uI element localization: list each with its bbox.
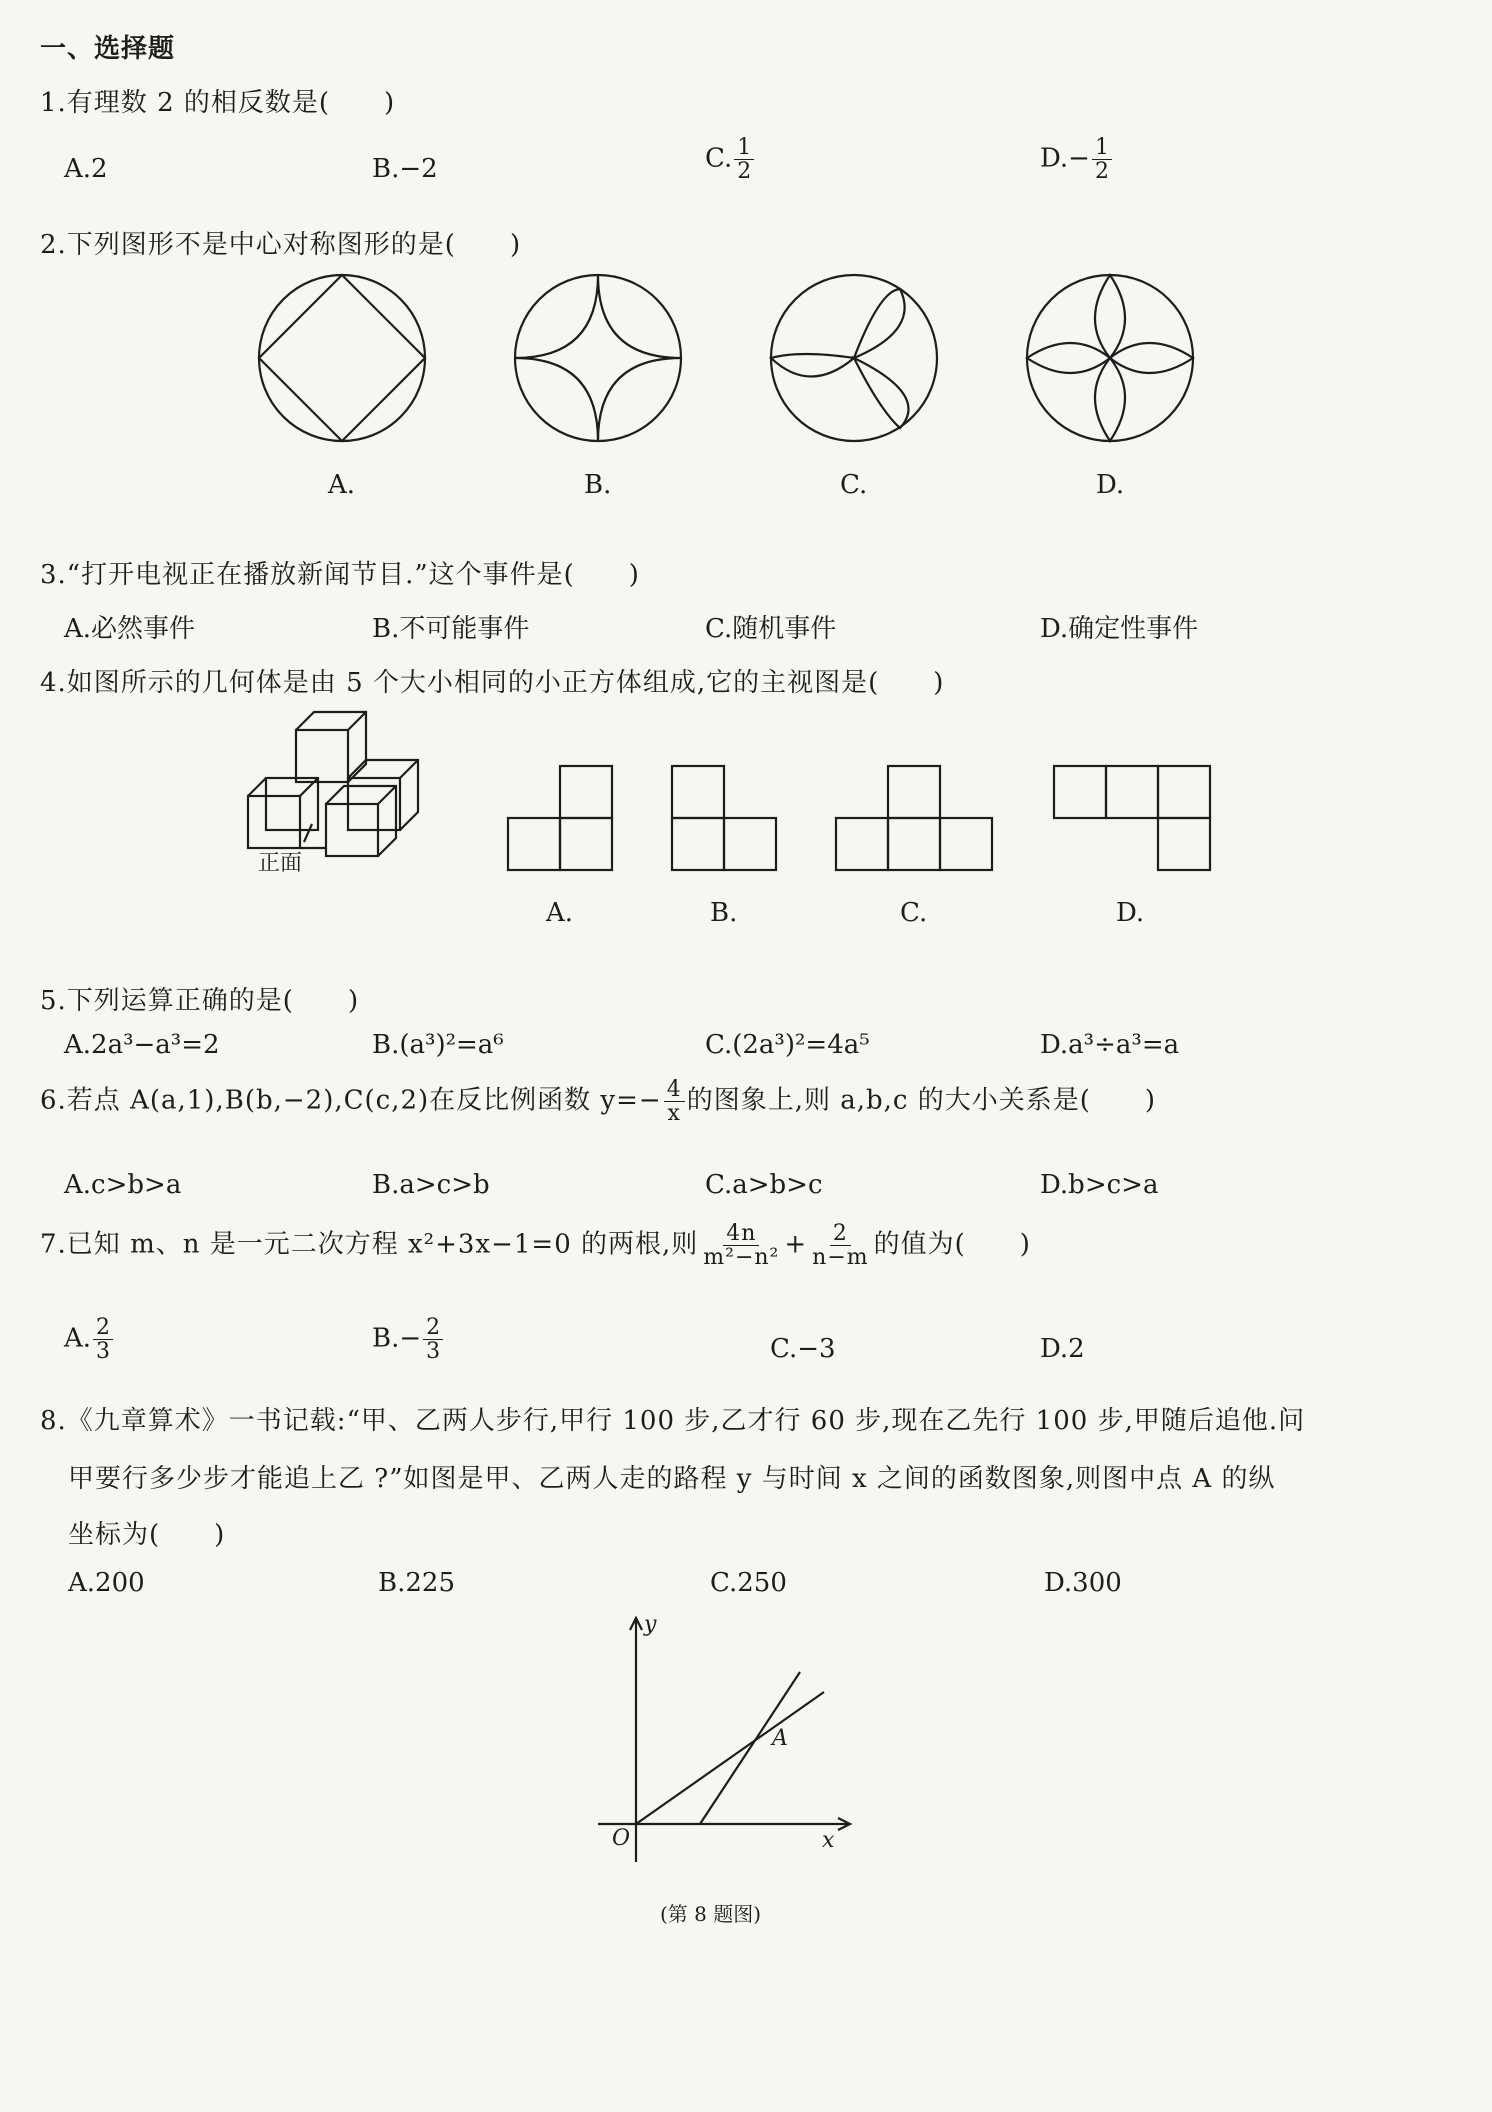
q6-option-a[interactable]: A.c>b>a — [64, 1170, 182, 1200]
q4-label-b[interactable]: B. — [710, 898, 738, 928]
q8-line-jia — [636, 1692, 824, 1824]
q1-c-num: 1 — [734, 136, 754, 160]
q7-f2-den: n−m — [812, 1245, 869, 1271]
q1-d-den: 2 — [1094, 159, 1109, 185]
q7-plus: + — [784, 1229, 808, 1260]
q5-option-b[interactable]: B.(a³)²=a⁶ — [372, 1030, 504, 1060]
q6-option-b[interactable]: B.a>c>b — [372, 1170, 490, 1200]
q1-option-c-prefix: C. — [705, 143, 733, 174]
section-title: 一、选择题 — [40, 34, 176, 64]
q8-line-1: 8.《九章算术》一书记载:“甲、乙两人步行,甲行 100 步,乙才行 60 步,现在乙先行 100 步,甲随后追他.问 — [40, 1406, 1306, 1436]
q5-option-a[interactable]: A.2a³−a³=2 — [64, 1030, 220, 1060]
q5-option-d[interactable]: D.a³÷a³=a — [1040, 1030, 1180, 1060]
q4-label-a[interactable]: A. — [546, 898, 574, 928]
q7-b-num: 2 — [423, 1316, 443, 1340]
q2-label-b[interactable]: B. — [584, 470, 612, 500]
q3-option-d[interactable]: D.确定性事件 — [1040, 614, 1199, 644]
q4-stem: 4.如图所示的几何体是由 5 个大小相同的小正方体组成,它的主视图是( ) — [40, 668, 945, 698]
q6-frac-den: x — [667, 1101, 681, 1127]
q8-point-a-label: A — [772, 1726, 788, 1751]
q8-axis-y-label: y — [644, 1612, 657, 1637]
q7-f1-num: 4n — [723, 1222, 759, 1246]
q8-option-a[interactable]: A.200 — [68, 1568, 145, 1598]
q7-f2-num: 2 — [830, 1222, 851, 1246]
q8-option-b[interactable]: B.225 — [378, 1568, 455, 1598]
q7-b-prefix: B.− — [372, 1323, 422, 1354]
q1-option-d-prefix: D.− — [1040, 143, 1090, 174]
q8-option-c[interactable]: C.250 — [710, 1568, 787, 1598]
q8-line-2: 甲要行多少步才能追上乙 ?”如图是甲、乙两人走的路程 y 与时间 x 之间的函数图象,则图中点 A 的纵 — [68, 1464, 1276, 1494]
q1-option-b[interactable]: B.−2 — [372, 154, 438, 184]
q8-option-d[interactable]: D.300 — [1044, 1568, 1122, 1598]
q1-d-num: 1 — [1092, 136, 1112, 160]
q1-c-den: 2 — [737, 159, 752, 185]
q3-option-b[interactable]: B.不可能事件 — [372, 614, 530, 644]
q2-label-c[interactable]: C. — [840, 470, 868, 500]
q7-a-prefix: A. — [64, 1323, 92, 1354]
q2-stem: 2.下列图形不是中心对称图形的是( ) — [40, 230, 522, 260]
q1-stem: 1.有理数 2 的相反数是( ) — [40, 88, 396, 118]
q3-option-c[interactable]: C.随机事件 — [705, 614, 837, 644]
q8-caption: (第 8 题图) — [660, 1902, 762, 1926]
q7-a-den: 3 — [96, 1339, 111, 1365]
q7-option-c[interactable]: C.−3 — [770, 1334, 836, 1364]
q5-stem: 5.下列运算正确的是( ) — [40, 986, 360, 1016]
q8-axis-x-label: x — [822, 1828, 835, 1853]
q1-option-a[interactable]: A.2 — [64, 154, 108, 184]
q7-f1-den: m²−n² — [703, 1245, 780, 1271]
q8-origin-label: O — [612, 1826, 631, 1851]
q5-option-c[interactable]: C.(2a³)²=4a⁵ — [705, 1030, 870, 1060]
q2-label-a[interactable]: A. — [328, 470, 356, 500]
q4-label-c[interactable]: C. — [900, 898, 928, 928]
q4-label-d[interactable]: D. — [1116, 898, 1145, 928]
q6-option-d[interactable]: D.b>c>a — [1040, 1170, 1159, 1200]
q2-label-d[interactable]: D. — [1096, 470, 1125, 500]
q7-stem-post: 的值为( ) — [873, 1229, 1031, 1260]
q6-stem-pre: 6.若点 A(a,1),B(b,−2),C(c,2)在反比例函数 y=− — [40, 1085, 662, 1116]
q7-a-num: 2 — [93, 1316, 113, 1340]
q6-stem-post: 的图象上,则 a,b,c 的大小关系是( ) — [686, 1085, 1157, 1116]
q3-option-a[interactable]: A.必然事件 — [64, 614, 196, 644]
q7-option-d[interactable]: D.2 — [1040, 1334, 1085, 1364]
q3-stem: 3.“打开电视正在播放新闻节目.”这个事件是( ) — [40, 560, 640, 590]
q6-frac-num: 4 — [664, 1078, 685, 1102]
q6-option-c[interactable]: C.a>b>c — [705, 1170, 823, 1200]
q8-line-3: 坐标为( ) — [68, 1520, 226, 1550]
q7-b-den: 3 — [426, 1339, 441, 1365]
q4-front-label: 正面 — [258, 851, 303, 876]
q7-stem-pre: 7.已知 m、n 是一元二次方程 x²+3x−1=0 的两根,则 — [40, 1229, 699, 1260]
